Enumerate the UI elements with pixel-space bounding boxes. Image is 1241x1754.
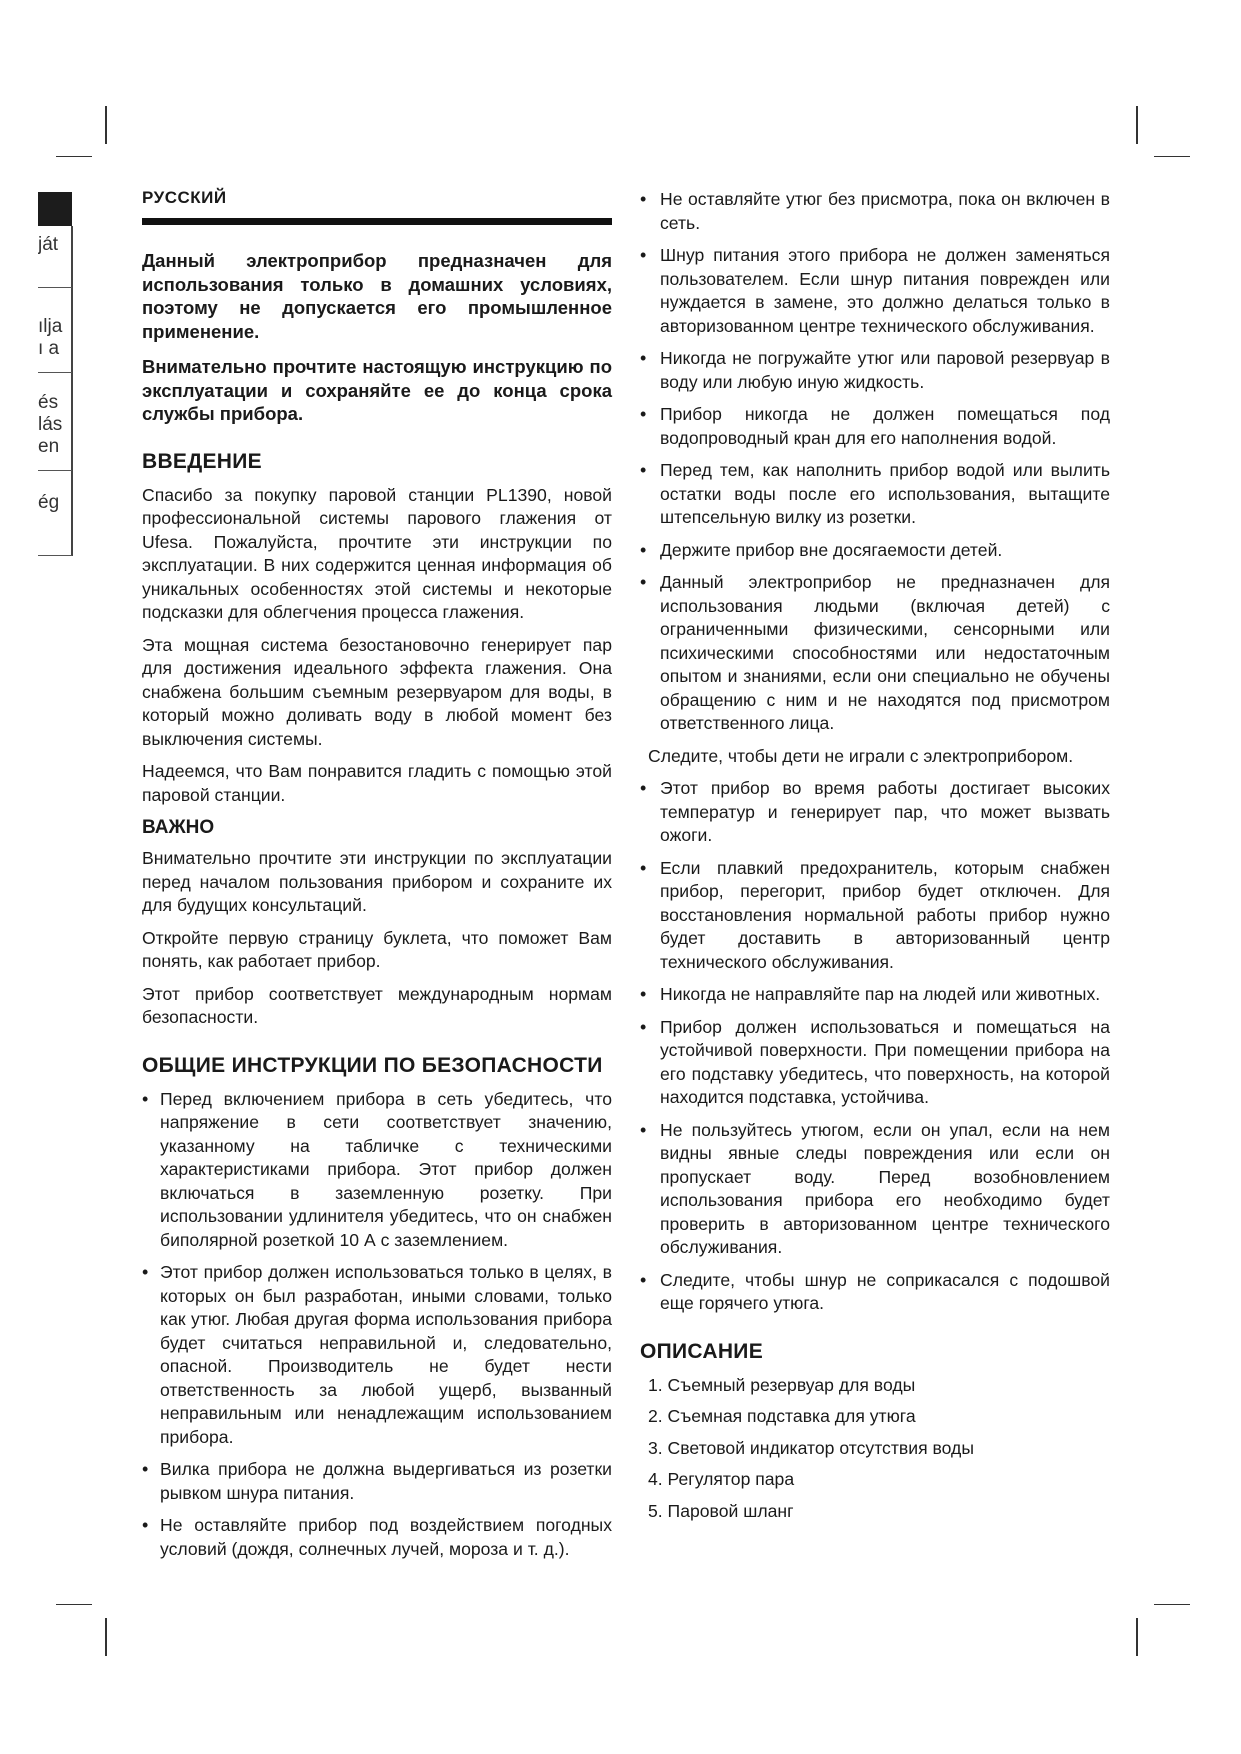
- right-column: [640, 188, 1110, 1531]
- tab-separator: [38, 372, 72, 373]
- safety-list-continued: [640, 777, 1110, 1316]
- left-column: [142, 188, 612, 1570]
- safety-item: • Держите прибор вне досягаемости детей.: [640, 539, 1110, 563]
- description-heading: ОПИСАНИЕ: [640, 1339, 763, 1363]
- read-instructions-notice: Внимательно прочтите настоящую инструкцию по эксплуатации и сохраняйте ее до конца срока службы прибора.: [142, 356, 612, 424]
- safety-item: • Никогда не погружайте утюг или паровой резервуар в воду или любую иную жидкость.: [640, 347, 1110, 394]
- crop-mark: [1154, 1604, 1190, 1605]
- safety-heading: ОБЩИЕ ИНСТРУКЦИИ ПО БЕЗОПАСНОСТИ: [142, 1053, 603, 1077]
- description-list: [640, 1374, 1110, 1524]
- tab-divider: [71, 226, 73, 556]
- important-heading: ВАЖНО: [142, 817, 215, 838]
- safety-item: • Не оставляйте утюг без присмотра, пока он включен в сеть.: [640, 188, 1110, 235]
- safety-item: • Этот прибор должен использоваться только в целях, в которых он был разработан, иными словами, только как утюг. Любая другая форма использования прибора будет считаться неправильной и, следовательно, опасной. Производитель не будет нести ответственность за любой ущерб, вызванный неправильным или ненадлежащим использованием прибора.: [142, 1261, 612, 1449]
- tab-text: ılja: [38, 316, 63, 337]
- tab-black-block: [38, 192, 72, 226]
- tab-separator: [38, 470, 72, 471]
- safety-item: • Никогда не направляйте пар на людей или животных.: [640, 983, 1110, 1007]
- safety-item: • Данный электроприбор не предназначен для использования людьми (включая детей) с ограниченными физическими, сенсорными или психическими способностями или недостаточным опытом и знаниями, если они специально не обучены обращению с ним и не находятся под присмотром ответственного лица.: [640, 571, 1110, 736]
- safety-item: • Этот прибор во время работы достигает высоких температур и генерирует пар, что может вызвать ожоги.: [640, 777, 1110, 848]
- safety-list: [142, 1088, 612, 1562]
- safety-item: • Вилка прибора не должна выдергиваться из розетки рывком шнура питания.: [142, 1458, 612, 1505]
- title-rule: [142, 218, 612, 225]
- description-item: 2. Съемная подставка для утюга: [648, 1406, 916, 1426]
- crop-mark: [56, 156, 92, 157]
- intro-heading: ВВЕДЕНИЕ: [142, 449, 262, 473]
- safety-item: • Не оставляйте прибор под воздействием погодных условий (дождя, солнечных лучей, мороза и т. д.).: [142, 1514, 612, 1561]
- tab-separator: [38, 287, 72, 288]
- tab-text: ı a: [38, 338, 60, 359]
- crop-mark: [1136, 1618, 1138, 1656]
- crop-mark: [56, 1604, 92, 1605]
- crop-mark: [105, 106, 107, 144]
- description-item: 3. Световой индикатор отсутствия воды: [648, 1437, 974, 1458]
- crop-mark: [1136, 106, 1138, 144]
- safety-item: • Следите, чтобы шнур не соприкасался с подошвой еще горячего утюга.: [640, 1269, 1110, 1316]
- tab-text: és: [38, 392, 59, 413]
- household-notice: Данный электроприбор предназначен для использования только в домашних условиях, поэтому не допускается его промышленное применение.: [142, 250, 612, 342]
- important-paragraph: Этот прибор соответствует международным нормам безопасности.: [142, 983, 612, 1027]
- description-item: 1. Съемный резервуар для воды: [648, 1374, 916, 1395]
- children-note: Следите, чтобы дети не играли с электроприбором.: [648, 745, 1074, 766]
- language-title: РУССКИЙ: [142, 188, 227, 207]
- safety-item: • Если плавкий предохранитель, которым снабжен прибор, перегорит, прибор будет отключен. Для восстановления нормальной работы прибор нужно будет доставить в авторизованный центр технического обслуживания.: [640, 857, 1110, 975]
- safety-list-continued: [640, 188, 1110, 736]
- intro-paragraph: Надеемся, что Вам понравится гладить с помощью этой паровой станции.: [142, 761, 612, 805]
- description-item: 5. Паровой шланг: [648, 1500, 794, 1521]
- safety-item: • Не пользуйтесь утюгом, если он упал, если на нем видны явные следы повреждения или если он пропускает воду. Перед возобновлением использования прибора его необходимо будет проверить в авторизованном центре технического обслуживания.: [640, 1119, 1110, 1260]
- important-paragraph: Откройте первую страницу буклета, что поможет Вам понять, как работает прибор.: [142, 927, 612, 971]
- tab-text: ég: [38, 492, 60, 513]
- tab-separator: [38, 555, 72, 556]
- safety-item: • Прибор никогда не должен помещаться под водопроводный кран для его наполнения водой.: [640, 403, 1110, 450]
- intro-paragraph: Спасибо за покупку паровой станции PL1390, новой профессиональной системы парового глажения от Ufesa. Пожалуйста, прочтите эти инструкции по эксплуатации. В них содержится ценная информация об уникальных особенностях этой системы и некоторые подсказки для облегчения процесса глажения.: [142, 484, 612, 622]
- tab-text: en: [38, 436, 60, 457]
- safety-item: • Прибор должен использоваться и помещаться на устойчивой поверхности. При помещении прибора на его подставку убедитесь, что поверхность, на которой находится подставка, устойчива.: [640, 1016, 1110, 1110]
- crop-mark: [105, 1618, 107, 1656]
- description-item: 4. Регулятор пара: [648, 1469, 795, 1489]
- crop-mark: [1154, 156, 1190, 157]
- tab-text: ját: [38, 234, 59, 255]
- tab-text: lás: [38, 414, 63, 435]
- safety-item: • Шнур питания этого прибора не должен заменяться пользователем. Если шнур питания поврежден или нуждается в замене, это должно делаться только в авторизованном центре технического обслуживания.: [640, 244, 1110, 338]
- safety-item: • Перед включением прибора в сеть убедитесь, что напряжение в сети соответствует значению, указанному на табличке с техническими характеристиками прибора. Этот прибор должен включаться в заземленную розетку. При использовании удлинителя убедитесь, что он снабжен биполярной розеткой 10 А с заземлением.: [142, 1088, 612, 1253]
- safety-item: • Перед тем, как наполнить прибор водой или вылить остатки воды после его использования, вытащите штепсельную вилку из розетки.: [640, 459, 1110, 530]
- side-language-tab: [38, 192, 72, 556]
- intro-paragraph: Эта мощная система безостановочно генерирует пар для достижения идеального эффекта глажения. Она снабжена большим съемным резервуаром для воды, в который можно доливать воду в любой момент без выключения системы.: [142, 634, 612, 749]
- important-paragraph: Внимательно прочтите эти инструкции по эксплуатации перед началом пользования прибором и сохраните их для будущих консультаций.: [142, 848, 612, 915]
